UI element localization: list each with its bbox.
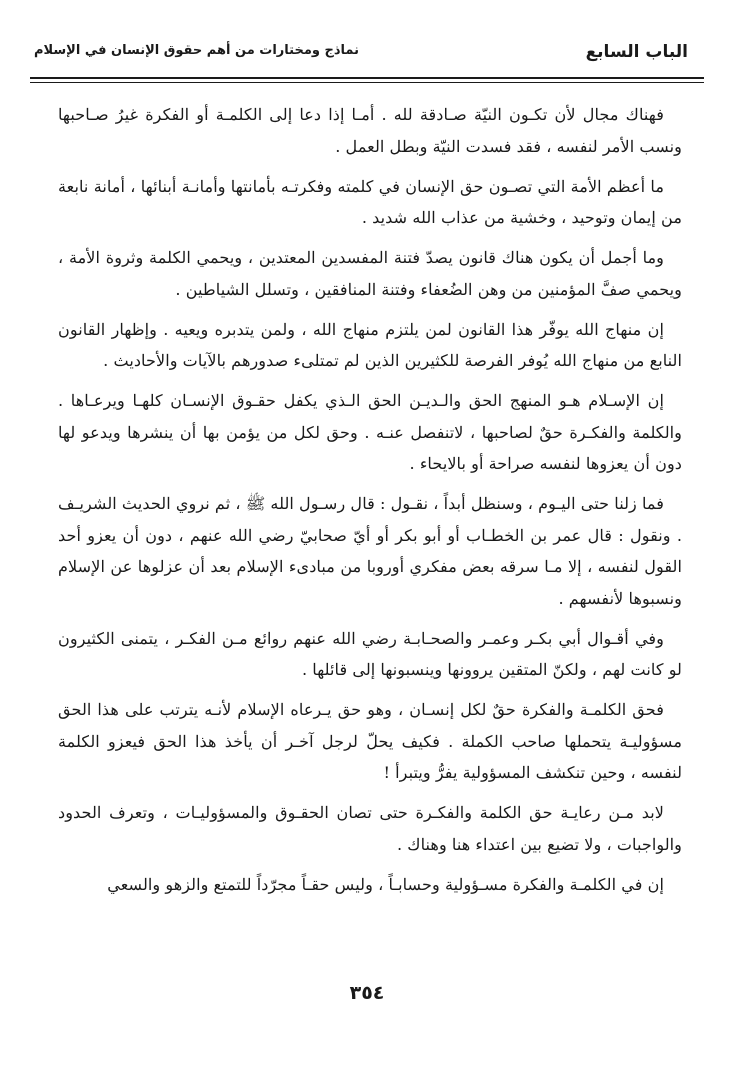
paragraph: وفي أقـوال أبي بكـر وعمـر والصحـابـة رضي الله عنهم روائع مـن الفكـر ، يتمنى الكثيرون لو كانت لهم ، ولكنّ المتقين يروونها وينسبونها إلى قائلها . [58, 628, 682, 679]
section-title: نماذج ومختارات من أهم حقوق الإنسان في الإسلام [34, 43, 360, 58]
header-rule-thin [30, 82, 704, 83]
paragraph: إن في الكلمـة والفكرة مسـؤولية وحسابـاً ، وليس حقـاً مجرّداً للتمتع والزهو والسعي [107, 874, 664, 894]
paragraph: إن منهاج الله يوفّر هذا القانون لمن يلتزم منهاج الله ، ولمن يتدبره ويعيه . وإظهار القانون النابع من منهاج الله يُوفر الفرصة للكثيرين الذين لم تمتلىء صدورهم بالآيات والأحاديث . [58, 319, 682, 370]
body-text [58, 99, 682, 909]
page-number: ٣٥٤ [349, 982, 385, 1004]
paragraph: فهناك مجال لأن تكـون النيّة صـادقة لله . أمـا إذا دعا إلى الكلمـة أو الفكرة غيرُ صـاحبها ونسب الأمر لنفسه ، فقد فسدت النيّة وبطل العمل . [58, 105, 682, 156]
paragraph: فحق الكلمـة والفكرة حقٌ لكل إنسـان ، وهو حق يـرعاه الإسلام لأنـه يترتب على هذا الحق مسؤوليـة يتحملها صاحب الكملة . فكيف يحلّ لرجل آخـر أن يأخذ هذا الحق فيعزو الكلمة لنفسه ، وحين تنكشف المسؤولية يفرُّ ويتبرأ ! [58, 700, 682, 782]
paragraph: ما أعظم الأمة التي تصـون حق الإنسان في كلمته وفكرتـه بأمانتها وأمانـة أبنائها ، أمانة نابعة من إيمان وتوحيد ، وخشية من عذاب الله شديد . [58, 176, 682, 227]
paragraph: إن الإسـلام هـو المنهج الحق والـديـن الحق الـذي يكفل حقـوق الإنسـان كلهـا ويرعـاها . والكلمة والفكـرة حقٌ لصاحبها ، لاتنفصل عنـه . وحق لكل من يؤمن بها أن ينشرها ويدعو لها دون أن يعزوها لنفسه صراحة أو بالايحاء . [58, 391, 682, 473]
paragraph: وما أجمل أن يكون هناك قانون يصدّ فتنة المفسدين المعتدين ، ويحمي الكلمة وثروة الأمة ، ويحمي صفَّ المؤمنين من وهن الضُعفاء وفتنة المنافقين ، وتسلل الشياطين . [58, 248, 682, 299]
chapter-title: الباب السابع [585, 42, 688, 62]
paragraph: لابد مـن رعايـة حق الكلمة والفكـرة حتى تصان الحقـوق والمسؤوليـات ، وتعرف الحدود والواجبات ، ولا تضيع بين اعتداء هنا وهناك . [58, 803, 682, 854]
paragraph: فما زلنا حتى اليـوم ، وسنظل أبداً ، نقـول : قال رسـول الله ﷺ ، ثم نروي الحديث الشريـف . ونقول : قال عمر بن الخطـاب أو أبو بكر أو أيّ صحابيّ رضي الله عنهم ، دون أن يعزو أحد القول لنفسه ، إلا مـا سرقه بعض مفكري أوروبا من مبادىء الإسلام بعد أن عزلوها عن الإسلام ونسبوها لأنفسهم . [57, 494, 682, 608]
header-rule [30, 77, 704, 79]
